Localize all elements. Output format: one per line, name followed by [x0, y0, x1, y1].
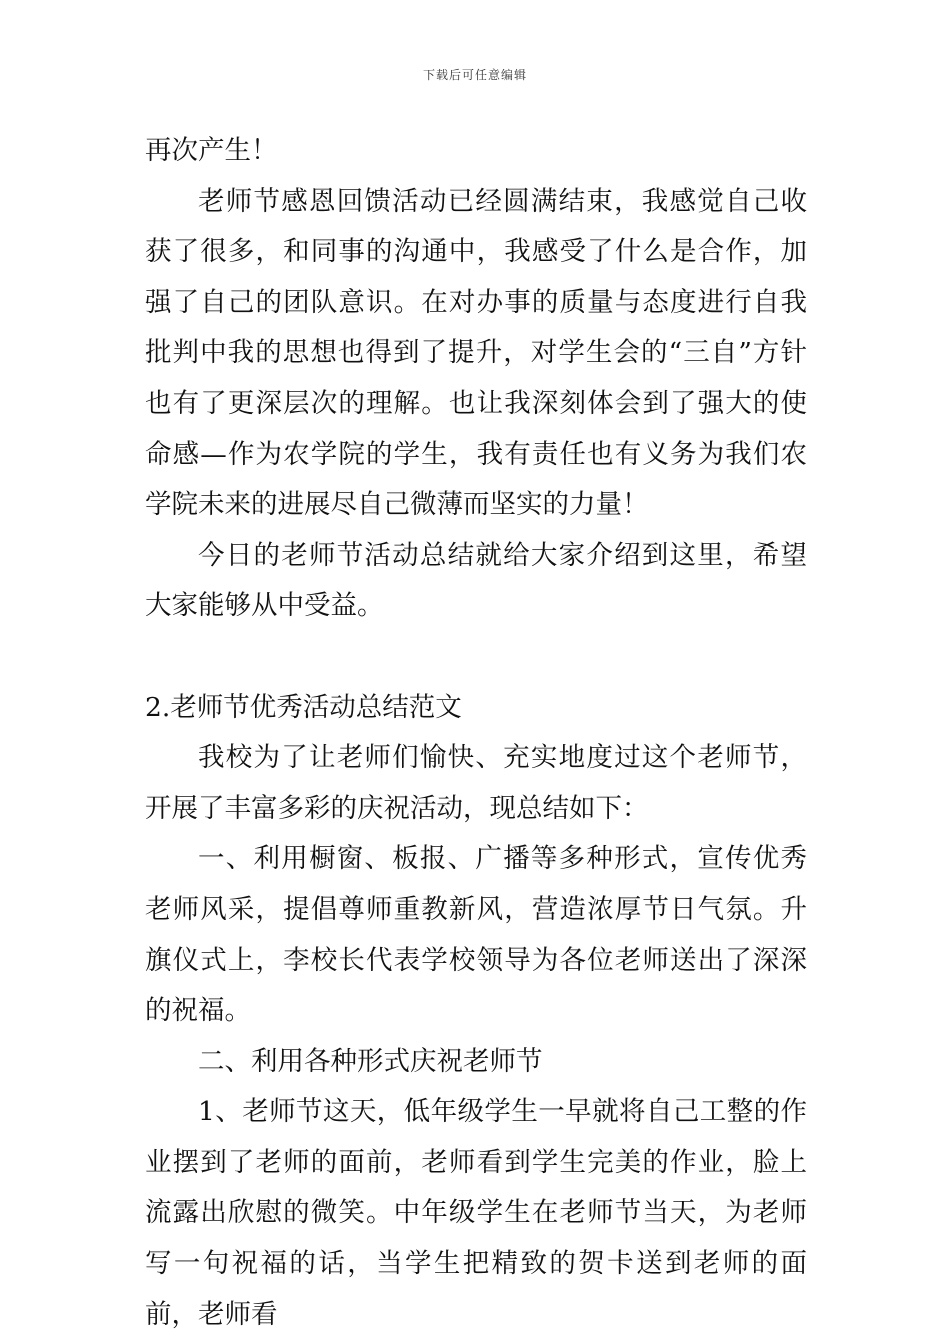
paragraph-item-1: 一、利用橱窗、板报、广播等多种形式，宣传优秀老师风采，提倡尊师重教新风，营造浓厚节日气氛。升旗仪式上，李校长代表学校领导为各位老师送出了深深的祝福。	[145, 843, 807, 1027]
paragraph-reflection: 老师节感恩回馈活动已经圆满结束，我感觉自己收获了很多，和同事的沟通中，我感受了什么是合作，加强了自己的团队意识。在对办事的质量与态度进行自我批判中我的思想也得到了提升，对学生会的“三自”方针也有了更深层次的理解。也让我深刻体会到了强大的使命感—作为农学院的学生，我有责任也有义务为我们农学院未来的进展尽自己微薄而坚实的力量！	[145, 185, 807, 521]
paragraph-item-2: 二、利用各种形式庆祝老师节	[198, 1045, 543, 1077]
paragraph-conclusion: 今日的老师节活动总结就给大家介绍到这里，希望大家能够从中受益。	[145, 539, 807, 622]
paragraph-continuation: 再次产生！	[145, 135, 278, 166]
header-note: 下载后可任意编辑	[422, 68, 527, 82]
section-heading: 2.老师节优秀活动总结范文	[145, 691, 462, 723]
document-body	[145, 126, 807, 1340]
paragraph-intro: 我校为了让老师们愉快、充实地度过这个老师节，开展了丰富多彩的庆祝活动，现总结如下：	[145, 742, 807, 824]
paragraph-subitem-1: 1、老师节这天，低年级学生一早就将自己工整的作业摆到了老师的面前，老师看到学生完美的作业，脸上流露出欣慰的微笑。中年级学生在老师节当天，为老师写一句祝福的话，当学生把精致的贺卡送到老师的面前，老师看	[145, 1096, 807, 1330]
section-gap	[145, 632, 807, 683]
